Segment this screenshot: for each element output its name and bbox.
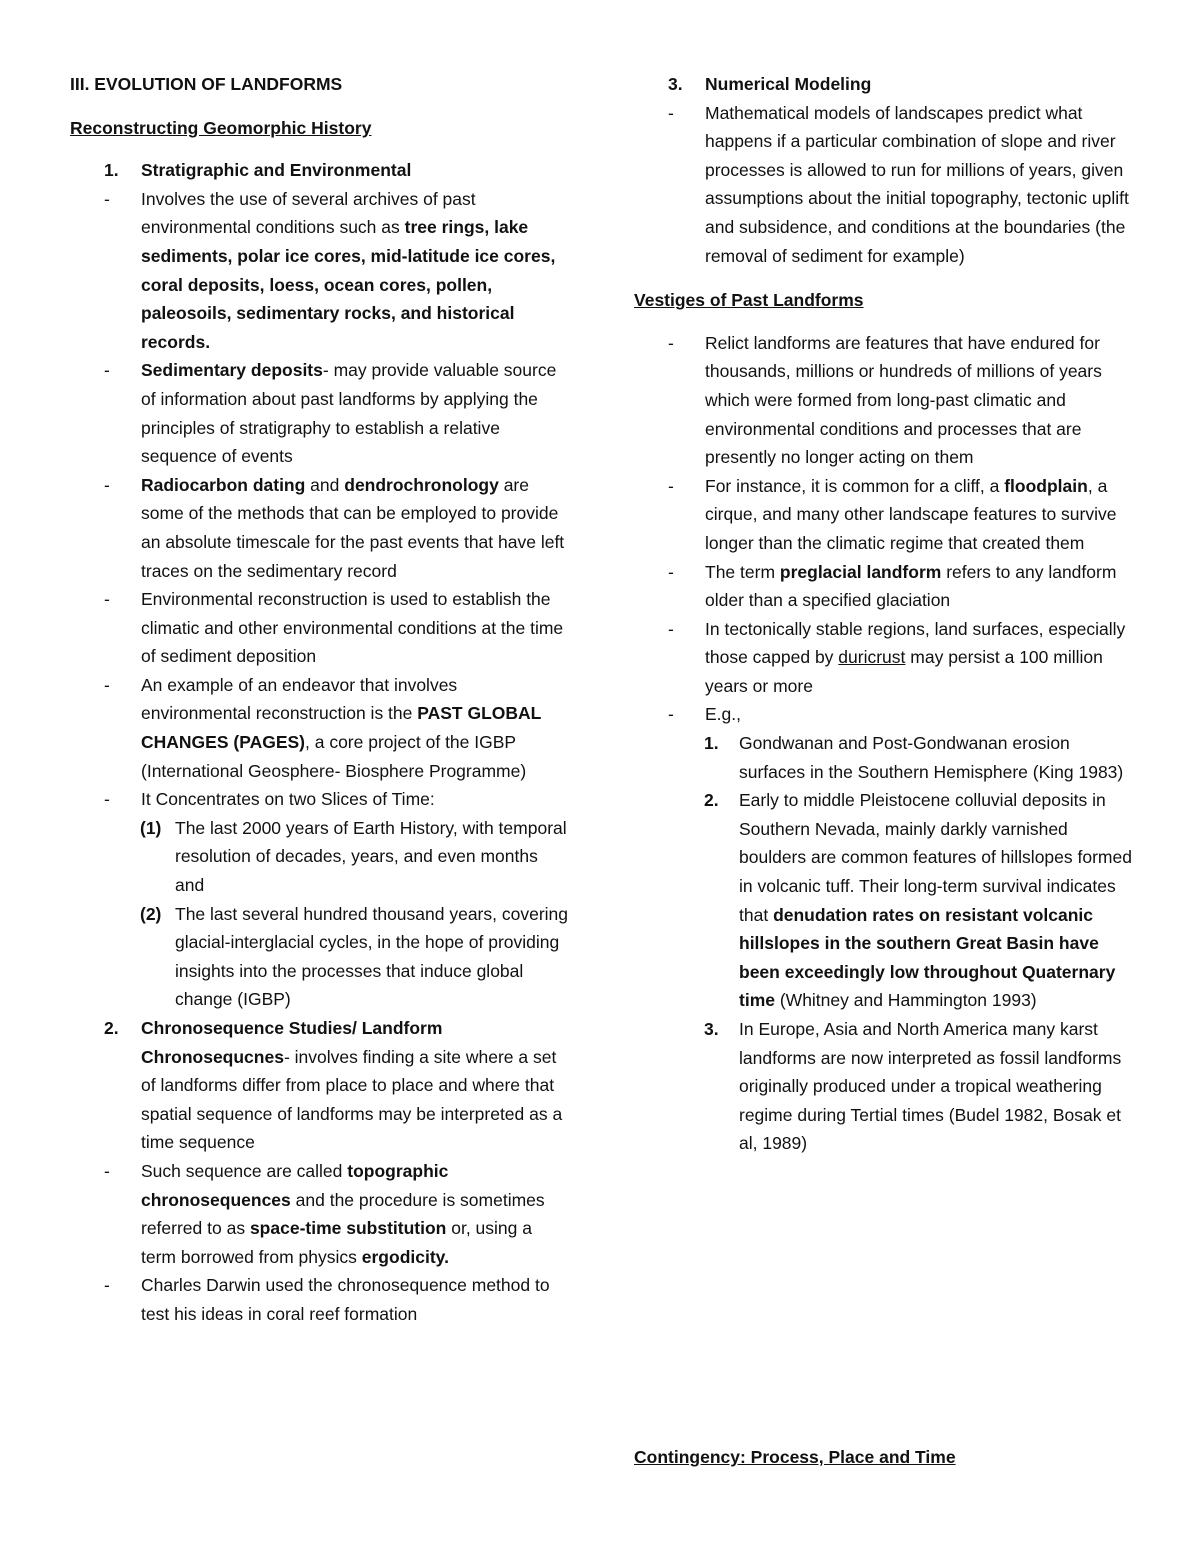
subheading-vestiges: Vestiges of Past Landforms [634, 290, 864, 311]
bullet-text: refers to any landform older than a specified glaciation [705, 561, 1117, 611]
list-item-chronosequence [70, 1014, 570, 1157]
bullet-bold-text: floodplain [1004, 475, 1088, 496]
example-number: 2. [704, 790, 719, 811]
sub-item-hundred-thousand-years [70, 900, 570, 1014]
example-bold-text: denudation rates on resistant volcanic hillslopes in the southern Great Basin have been exceedingly low throughout Quaternary time [739, 904, 1116, 1011]
list-number: 3. [668, 74, 683, 94]
bullet-bold-text: PAST GLOBAL CHANGES (PAGES) [141, 703, 542, 753]
right-column [634, 70, 1134, 1158]
bullet-pages [70, 671, 570, 785]
bullet-text: are some of the methods that can be employed to provide an absolute timescale for the past events that have left traces on the sedimentary record [141, 474, 565, 581]
bullet-dash: - [668, 704, 674, 725]
bullet-text: Mathematical models of landscapes predict what happens if a particular combination of slope and river processes is allowed to run for millions of years, given assumptions about the initial topography, tectonic uplift and subsidence, and conditions at the boundaries (the removal of sediment for example) [705, 102, 1129, 266]
bullet-darwin [70, 1271, 570, 1328]
item-title: Numerical Modeling [705, 74, 872, 94]
bullet-text: Relict landforms are features that have endured for thousands, millions or hundreds of millions of years which were formed from long-past climatic and environmental conditions and processes that are presently no longer acting on them [705, 332, 1102, 468]
bullet-cliff-floodplain [634, 472, 1134, 558]
bullet-bold-text: preglacial landform [779, 561, 942, 582]
bullet-bold-text: Radiocarbon dating [141, 474, 306, 495]
example-gondwanan [634, 729, 1134, 786]
bullet-text: and the procedure is sometimes referred to as [141, 1189, 545, 1239]
bullet-eg [634, 700, 1134, 729]
bullet-dash: - [668, 332, 674, 353]
bullet-bold-text: tree rings, lake sediments, polar ice cores, mid-latitude ice cores, coral deposits, loess, ocean cores, pollen, paleosoils, sedimentary rocks, and historical records. [141, 217, 556, 352]
bullet-archives [70, 185, 570, 357]
bullet-text: For instance, it is common for a cliff, a [705, 475, 1005, 496]
sub-item-text: The last several hundred thousand years, covering glacial-interglacial cycles, in the hope of providing insights into the processes that induce global change (IGBP) [175, 903, 569, 1010]
bullet-text: Charles Darwin used the chronosequence method to test his ideas in coral reef formation [141, 1275, 550, 1324]
bullet-dash: - [104, 789, 110, 810]
list-item-numerical-modeling [634, 70, 1134, 99]
bullet-text: In tectonically stable regions, land surfaces, especially those capped by [705, 618, 1126, 668]
example-text: (Whitney and Hammington 1993) [774, 990, 1037, 1011]
bullet-dash: - [104, 360, 110, 381]
bullet-dash: - [104, 1275, 110, 1296]
bullet-dash: - [668, 102, 674, 123]
list-item-stratigraphic [70, 156, 570, 185]
bullet-topographic-chronosequences [70, 1157, 570, 1271]
subheading-contingency: Contingency: Process, Place and Time [634, 1447, 956, 1467]
bullet-text: It Concentrates on two Slices of Time: [141, 789, 435, 810]
bullet-relict-landforms [634, 329, 1134, 472]
bullet-text: The term [705, 561, 780, 582]
duricrust-link[interactable]: duricrust [838, 647, 906, 668]
bullet-bold-text: dendrochronology [344, 474, 499, 495]
bullet-text: , a cirque, and many other landscape features to survive longer than the climatic regime that created them [705, 475, 1117, 553]
list-number: 2. [104, 1018, 119, 1038]
bullet-text: - may provide valuable source of information about past landforms by applying the principles of stratigraphy to establish a relative sequence of events [141, 360, 557, 467]
bullet-dash: - [668, 561, 674, 582]
bullet-dash: - [104, 1160, 110, 1181]
bullet-dash: - [104, 589, 110, 610]
sub-item-last-2000-years [70, 814, 570, 900]
example-number: 1. [704, 733, 719, 754]
bullet-text: Such sequence are called [141, 1160, 348, 1181]
section-title: III. EVOLUTION OF LANDFORMS [70, 74, 343, 94]
bullet-bold-text: ergodicity. [361, 1246, 449, 1267]
bullet-duricrust [634, 615, 1134, 701]
bullet-text: Involves the use of several archives of past environmental conditions such as [141, 188, 476, 238]
bullet-dash: - [668, 475, 674, 496]
bullet-dash: - [104, 474, 110, 495]
sub-item-text: The last 2000 years of Earth History, with temporal resolution of decades, years, and even months and [175, 817, 567, 896]
bullet-mathematical-models [634, 99, 1134, 271]
bullet-bold-text: Sedimentary deposits [141, 360, 323, 381]
example-pleistocene [634, 786, 1134, 1015]
example-karst [634, 1015, 1134, 1158]
list-number: 1. [104, 160, 119, 181]
left-column [70, 70, 570, 1329]
example-text: Early to middle Pleistocene colluvial deposits in Southern Nevada, mainly darkly varnished boulders are common features of hillslopes formed in volcanic tuff. Their long-term survival indicates that [739, 790, 1132, 925]
bullet-text: may persist a 100 million years or more [705, 647, 1103, 696]
bullet-text: E.g., [705, 704, 741, 725]
bullet-text: or, using a term borrowed from physics [141, 1218, 532, 1267]
bullet-dash: - [668, 618, 674, 639]
bullet-radiocarbon [70, 471, 570, 585]
example-text: In Europe, Asia and North America many karst landforms are now interpreted as fossil landforms originally produced under a tropical weathering regime during Tertial times (Budel 1982, Bosak et al, 1989) [739, 1019, 1122, 1154]
bullet-bold-text: space-time substitution [249, 1218, 447, 1239]
bullet-preglacial [634, 558, 1134, 615]
bullet-text: Environmental reconstruction is used to establish the climatic and other environmental conditions at the time of sediment deposition [141, 589, 564, 667]
bullet-sedimentary [70, 356, 570, 470]
bullet-env-reconstruction [70, 585, 570, 671]
item-text: - involves finding a site where a set of landforms differ from place to place and where that spatial sequence of landforms may be interpreted as a time sequence [141, 1046, 563, 1153]
example-text: Gondwanan and Post-Gondwanan erosion surfaces in the Southern Hemisphere (King 1983) [739, 733, 1124, 782]
subheading-reconstructing: Reconstructing Geomorphic History [70, 117, 372, 138]
bullet-text: and [305, 474, 345, 495]
sub-item-marker: (1) [140, 817, 162, 838]
item-title: Chronosequence Studies/ Landform Chronosequcnes [141, 1018, 443, 1067]
bullet-dash: - [104, 188, 110, 209]
bullet-text: , a core project of the IGBP (International Geosphere- Biosphere Programme) [141, 732, 527, 781]
bullet-bold-text: topographic chronosequences [141, 1160, 449, 1210]
example-number: 3. [704, 1019, 719, 1039]
bullet-slices-of-time [70, 785, 570, 814]
item-title: Stratigraphic and Environmental [141, 160, 412, 181]
sub-item-marker: (2) [140, 903, 162, 924]
bullet-text: An example of an endeavor that involves environmental reconstruction is the [141, 674, 458, 724]
bullet-dash: - [104, 674, 110, 695]
